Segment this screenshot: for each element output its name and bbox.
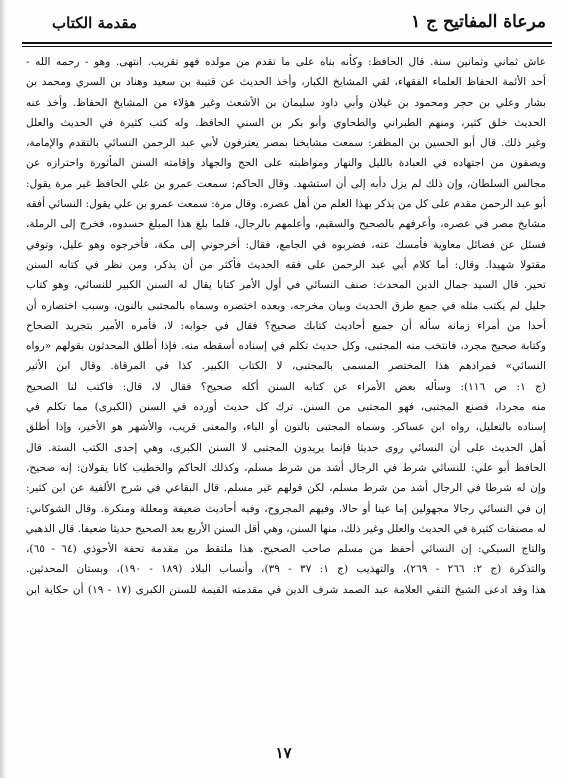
text-line: عاش ثماني وثمانين سنة. قال الحافظ: وكأنه بناه على ما تقدم من مولده فهو تقريب. انتهى. وهو - رحمه الله - xyxy=(26,56,546,68)
text-line: (ج ١: ص ١١٦): وسأله بعض الأمراء عن كتابه السنن أكله صحيح؟ فقال لا، قال: فاكتب لنا الصحيح xyxy=(26,380,546,393)
book-title: مرعاة المفاتيح ج ١ xyxy=(411,12,546,32)
text-line: منه مجردا، فصنع المجتبى، فهو المجتبى من السنن. ترك كل حديث أورده في السنن (الكبرى) مما تكلم في xyxy=(26,401,546,414)
page-spine-shadow xyxy=(0,0,6,778)
text-line: والتاج السبكي: إن النسائي أحفظ من مسلم صاحب الصحيح. هذا ملتقط من مقدمة تحفة الأحوذي (٦٤ - ٦٥)، xyxy=(26,543,546,556)
text-line: أحد الأئمة الحفاظ العلماء الفقهاء، لقي المشايخ الكبار، وأخذ الحديث عن قتيبة بن سعيد وهناد بن السري ومحمد بن xyxy=(26,76,546,89)
text-line: تحير. قال السيد جمال الدين المحدث: صنف النسائي في أول الأمر كتابا يقال له السنن الكبير للنسائي، وهو كتاب xyxy=(26,279,546,292)
text-line: ويصفون من اجتهاده في العبادة بالليل والنهار ومواظبته على الحج والجهاد وإقامته السنن المأثورة واحترازه عن xyxy=(26,157,546,170)
text-line: أهل الحديث على أن النسائي روى حديثا فإنما يريدون المجتبى لا السنن الكبرى، وهي إحدى الكتب الستة. قال xyxy=(26,441,546,454)
text-line: الحافظ أبو علي: للنسائي شرط في الرجال أشد من شرط مسلم، وكذلك الحاكم والخطيب كانا يقولان: إنه صحيح، xyxy=(26,461,546,474)
text-line: جليل لم يكتب مثله في جمع طرق الحديث وبيان مخرجه، وبعده اختصره وسماه بالمجتبى بالنون، وسبب اختصاره أن xyxy=(26,299,546,312)
running-header xyxy=(22,6,552,44)
text-line: أبو عبد الرحمن مقدم على كل من يذكر بهذا العلم من أهل عصره. وقال مرة: سمعت عمرو بن علي يقول: النسائي أفقه xyxy=(26,198,546,211)
text-line: وكتابة صحيح مجرد، فانتخب منه المجتبى، وكل حديث تكلم في إسناده أسقطه منه. فإذا أطلق المحدثون بقولهم «رواه xyxy=(26,340,546,353)
section-title: مقدمة الكتاب xyxy=(52,14,138,32)
text-line: مجالس السلطان، وإن ذلك لم يزل دأبه إلى أن استشهد. وقال الحاكم: سمعت عمرو بن علي الحافظ غير مرة يقول: xyxy=(26,177,546,190)
text-line: النسائي» فمرادهم هذا المختصر المسمى بالمجتبى، لا الكتاب الكبير. كذا في المرقاة. وقال ابن الأثير xyxy=(26,360,546,373)
text-line: مشايخ مصر في عصره، وأعرفهم بالصحيح والسقيم، وأعلمهم بالرجال، فلما بلغ هذا المبلغ حسدوه، فخرج إلى الرملة، xyxy=(26,218,546,231)
text-line: إن في النسائي رجالا مجهولين إما عينا أو حالا، وفيهم المجروح، وفيه أحاديث ضعيفة ومعللة ومنكرة. وقال الشوكاني: xyxy=(26,502,546,515)
text-line: أحدا من أمراء زمانه سأله أن جميع أحاديث كتابك صحيح؟ فقال في جوابه: لا، فأمره الأمير بتجريد الصحاح xyxy=(26,319,546,332)
text-line: وغير ذلك. قال أبو الحسين بن المظفر: سمعت مشايخنا بمصر يعترفون لأبي عبد الرحمن النسائي بالتقدم والإمامة، xyxy=(26,137,546,150)
text-line: له مصنفات كثيرة في الحديث والعلل وغير ذلك، منها السنن، وهي أقل السنن الأربع بعد الصحيح حديثا ضعيفا. قال الذهبي xyxy=(26,522,546,535)
page-number: ١٧ xyxy=(275,744,292,762)
text-line: بشار وعلي بن حجر ومحمود بن غيلان وأبي داود سليمان بن الأشعث وغير هؤلاء من المشايخ الحفاظ. وأخذ عنه xyxy=(26,96,546,109)
text-line: فسئل عن فضائل معاوية فأمسك عنه، فضربوه في الجامع، فقال: أخرجوني إلى مكة، فأخرجوه وهو عليل، وتوفي xyxy=(26,238,546,251)
text-line: إسناده بالتعليل، رواه ابن عساكر. وسماه المجتبى بالنون أو الباء، والمعنى قريب، والأشهر هو الأخير، وإذا أطلق xyxy=(26,421,546,434)
text-line: هذا وقد ادعى الشيخ التقي العلامة عبد الصمد شرف الدين في مقدمته القيمة للسنن الكبرى (١٧ - ١٩) أن حكاية ابن xyxy=(26,583,546,596)
body-text xyxy=(26,52,546,742)
header-rule xyxy=(22,46,552,47)
text-line: وإن له شرطا في الرجال أشد من شرط مسلم، لكن قولهم غير مسلم. قال البقاعي في شرح الألفية عن ابن كثير: xyxy=(26,482,546,495)
text-line: مقتولا شهيدا. وقال: أما كلام أبي عبد الرحمن على فقه الحديث فأكثر من أن يذكر، ومن نظر في كتابه السنن xyxy=(26,258,546,271)
text-line: الحديث خلق كثير، ومنهم الطبراني والطحاوي وأبو بكر بن السني الحافظ. وله كتب كثيرة في الحديث والعلل xyxy=(26,116,546,129)
text-line: والتذكرة (ج ٢: ٢٦٦ - ٢٦٩)، والتهذيب (ج ١: ٣٧ - ٣٩)، وأنساب البلاد (١٨٩ - ١٩٠)، وبستان المحدثين. xyxy=(26,563,546,576)
